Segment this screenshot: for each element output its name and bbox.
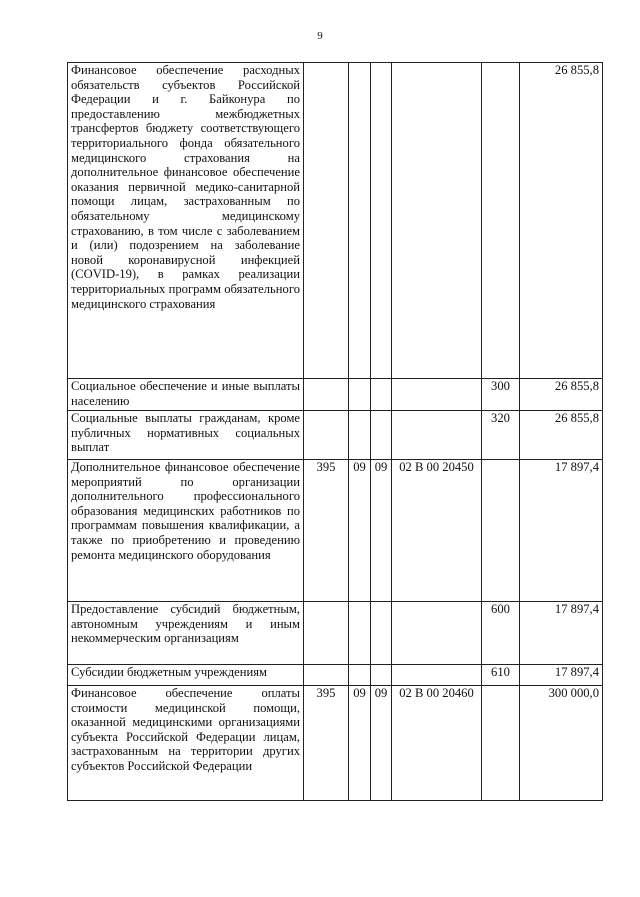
target-article-code: 02 В 00 20450 <box>392 460 482 602</box>
amount: 300 000,0 <box>520 686 603 801</box>
table-row <box>68 602 603 665</box>
section-code: 09 <box>349 686 371 801</box>
amount: 17 897,4 <box>520 665 603 686</box>
subsection-code <box>371 63 392 379</box>
subsection-code <box>371 665 392 686</box>
table-row <box>68 411 603 460</box>
budget-table <box>67 62 603 801</box>
grbs-code <box>304 602 349 665</box>
section-code <box>349 602 371 665</box>
section-code <box>349 379 371 411</box>
page-number: 9 <box>317 30 323 42</box>
expense-type-code <box>482 63 520 379</box>
amount: 26 855,8 <box>520 379 603 411</box>
section-code <box>349 665 371 686</box>
target-article-code <box>392 379 482 411</box>
subsection-code: 09 <box>371 460 392 602</box>
section-code: 09 <box>349 460 371 602</box>
expense-type-code: 610 <box>482 665 520 686</box>
amount: 26 855,8 <box>520 63 603 379</box>
grbs-code <box>304 63 349 379</box>
grbs-code <box>304 665 349 686</box>
expense-type-code: 300 <box>482 379 520 411</box>
table-row <box>68 686 603 801</box>
row-name: Финансовое обеспечение расходных обязательств субъектов Российской Федерации и г. Байконура по предоставлению межбюджетных трансфертов бюджету соответствующего территориального фонда обязательного медицинского страхования на дополнительное финансовое обеспечение оказания первичной медико-санитарной помощи лицам, застрахованным по обязательному медицинскому страхованию, в том числе с заболеванием и (или) подозрением на заболевание новой коронавирусной инфекцией (COVID-19), в рамках реализации территориальных программ обязательного медицинского страхования <box>68 63 304 379</box>
amount: 26 855,8 <box>520 411 603 460</box>
table-row <box>68 63 603 379</box>
grbs-code <box>304 411 349 460</box>
target-article-code: 02 В 00 20460 <box>392 686 482 801</box>
table-row <box>68 460 603 602</box>
subsection-code <box>371 379 392 411</box>
section-code <box>349 63 371 379</box>
table-row <box>68 665 603 686</box>
target-article-code <box>392 665 482 686</box>
row-name: Дополнительное финансовое обеспечение мероприятий по организации дополнительного профессионального образования медицинских работников по программам повышения квалификации, а также по приобретению и проведению ремонта медицинского оборудования <box>68 460 304 602</box>
row-name: Социальное обеспечение и иные выплаты населению <box>68 379 304 411</box>
grbs-code: 395 <box>304 460 349 602</box>
grbs-code: 395 <box>304 686 349 801</box>
expense-type-code: 320 <box>482 411 520 460</box>
row-name: Субсидии бюджетным учреждениям <box>68 665 304 686</box>
expense-type-code: 600 <box>482 602 520 665</box>
expense-type-code <box>482 460 520 602</box>
subsection-code: 09 <box>371 686 392 801</box>
amount: 17 897,4 <box>520 460 603 602</box>
section-code <box>349 411 371 460</box>
target-article-code <box>392 411 482 460</box>
target-article-code <box>392 63 482 379</box>
table-row <box>68 379 603 411</box>
target-article-code <box>392 602 482 665</box>
row-name: Социальные выплаты гражданам, кроме публичных нормативных социальных выплат <box>68 411 304 460</box>
subsection-code <box>371 602 392 665</box>
subsection-code <box>371 411 392 460</box>
row-name: Финансовое обеспечение оплаты стоимости медицинской помощи, оказанной медицинскими организациями субъекта Российской Федерации лицам, застрахованным на территории других субъектов Российской Федерации <box>68 686 304 801</box>
expense-type-code <box>482 686 520 801</box>
amount: 17 897,4 <box>520 602 603 665</box>
grbs-code <box>304 379 349 411</box>
row-name: Предоставление субсидий бюджетным, автономным учреждениям и иным некоммерческим организациям <box>68 602 304 665</box>
